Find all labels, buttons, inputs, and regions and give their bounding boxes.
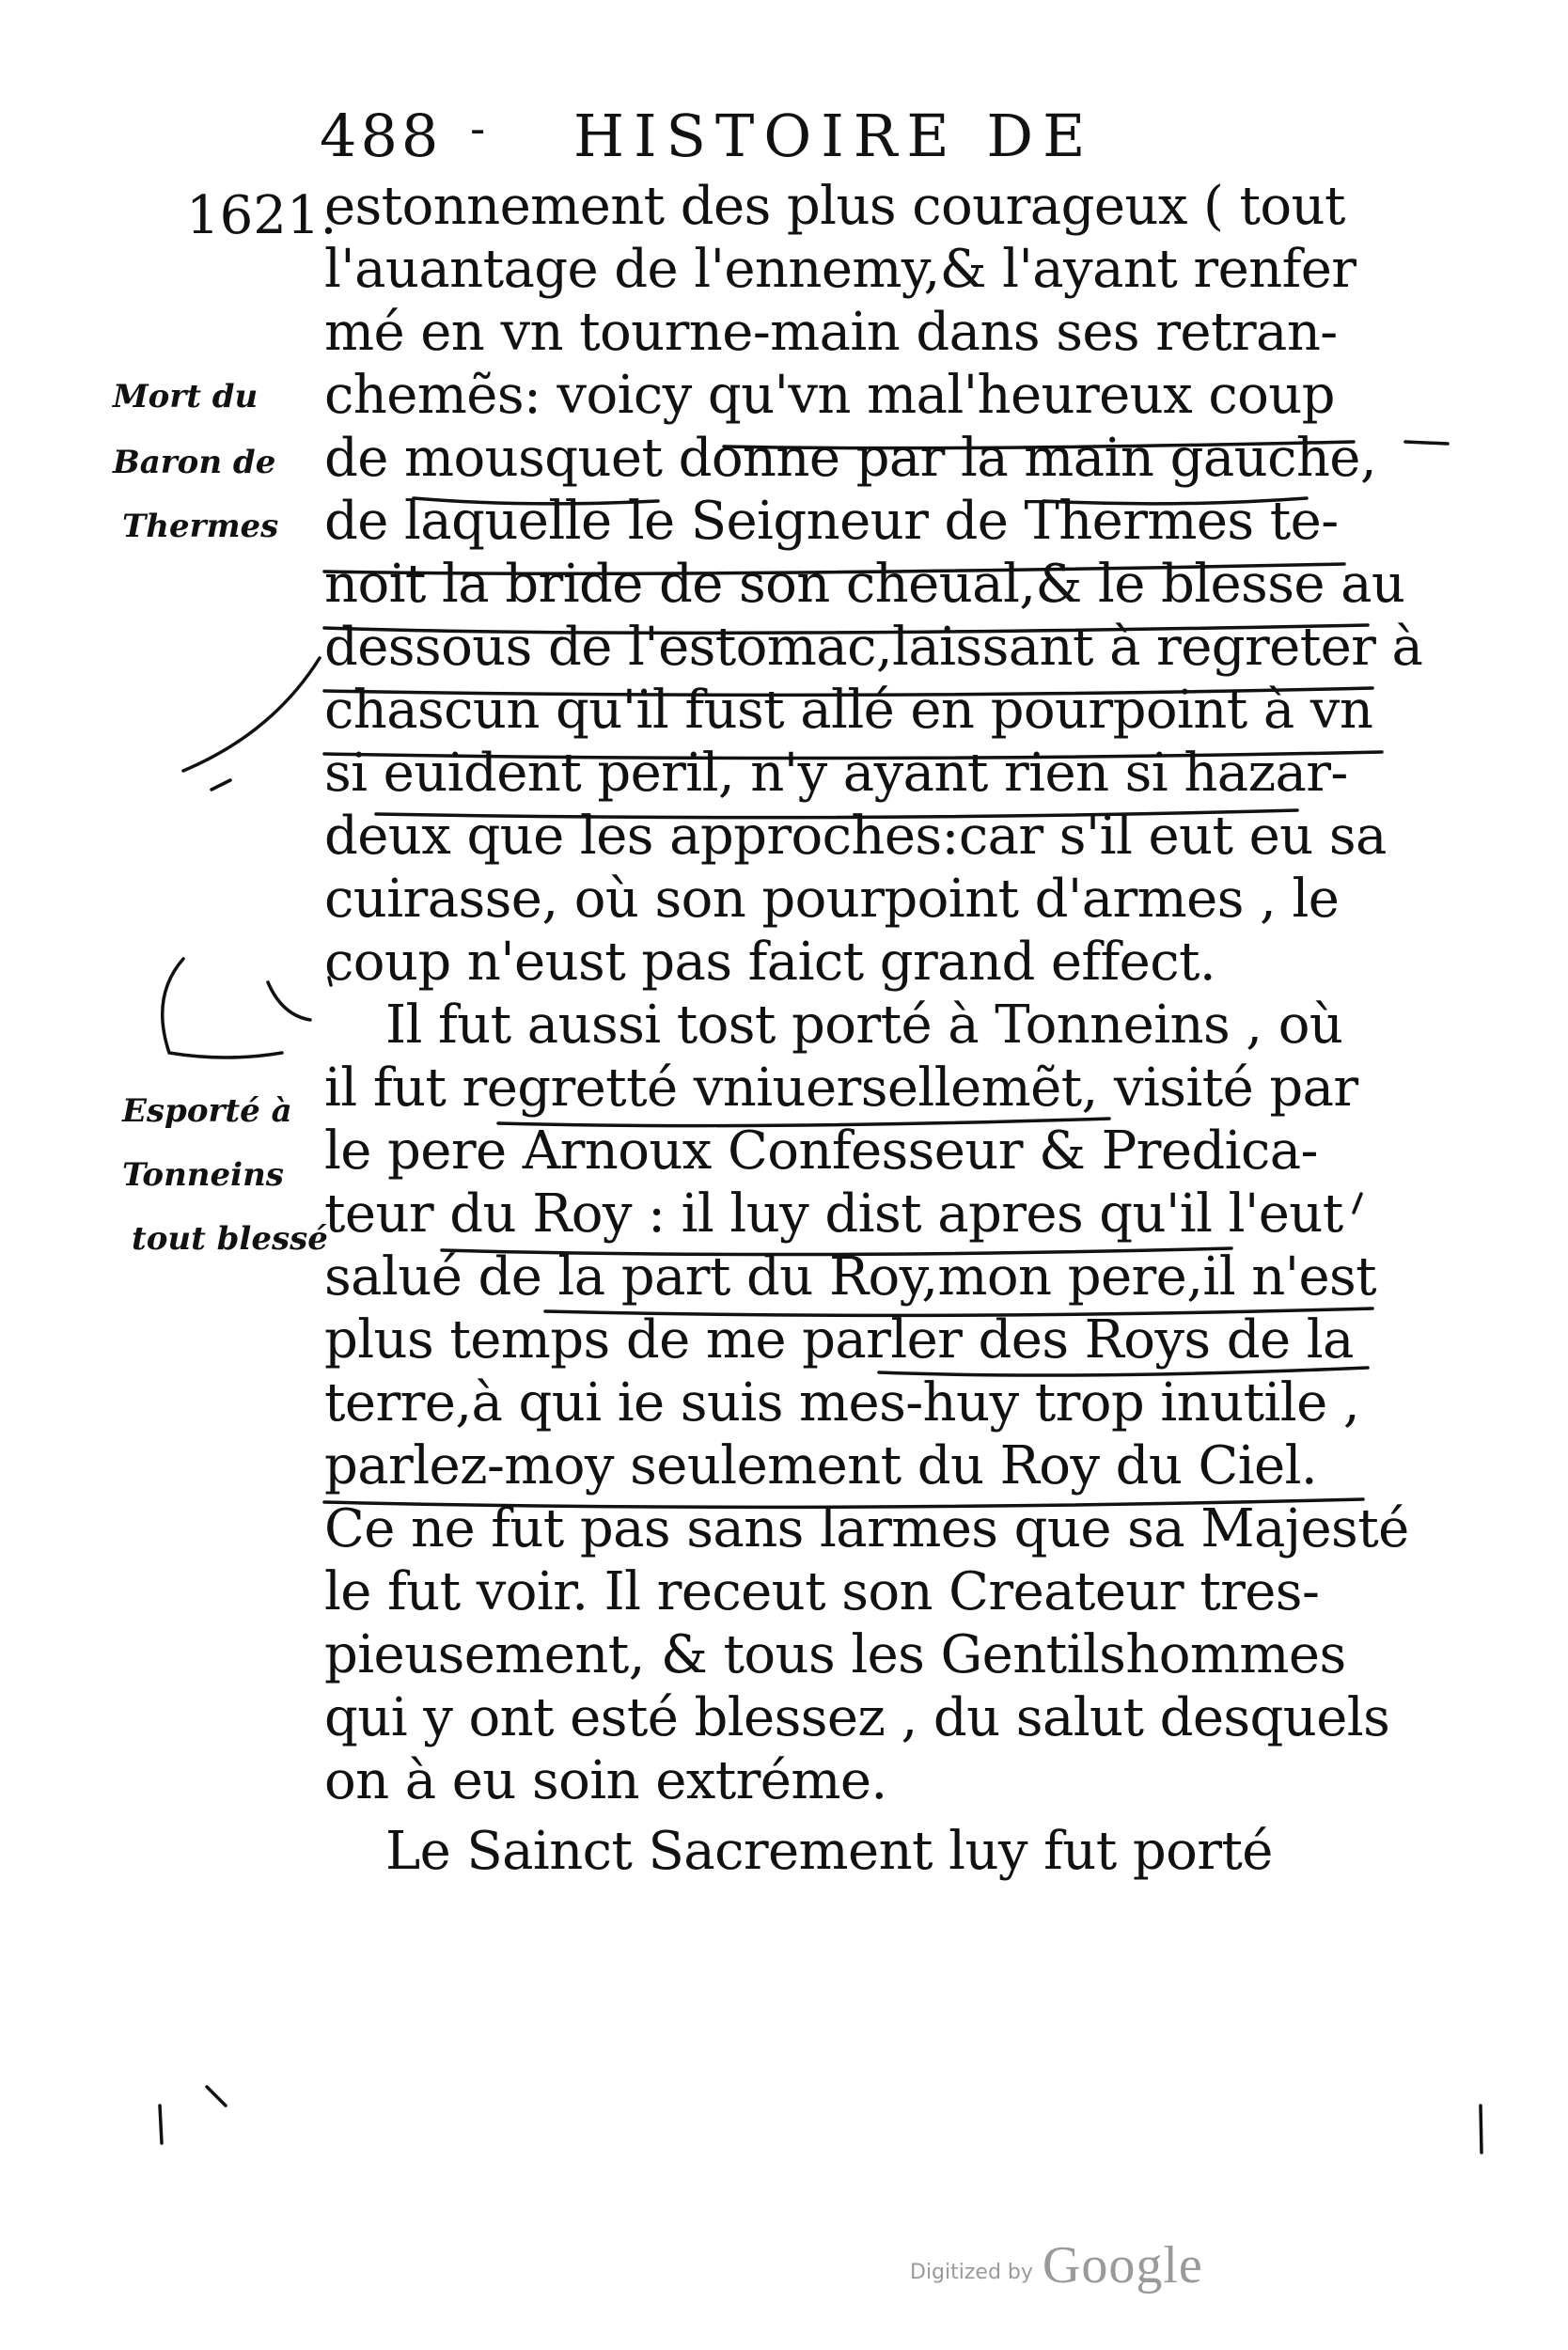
header-dash: - (470, 102, 490, 155)
page-number: 488 (320, 102, 443, 170)
running-title: HISTOIRE DE (573, 102, 1095, 170)
text-line: le pere Arnoux Confesseur & Predica- (324, 1120, 1318, 1182)
text-line: il fut regretté vniuersellemẽt, visité par (324, 1058, 1358, 1119)
hand-stroke (268, 982, 310, 1020)
margin-note-line: Esporté à (122, 1092, 292, 1130)
hand-stroke (1354, 1194, 1361, 1213)
google-wordmark: Google (1042, 2236, 1203, 2295)
hand-stroke (163, 959, 282, 1058)
text-line: estonnement des plus courageux ( tout (324, 176, 1345, 237)
text-line: qui y ont esté blessez , du salut desquels (324, 1687, 1390, 1748)
digitized-by-google-watermark (910, 2235, 1203, 2295)
text-line: si euident peril, n'y ayant rien si hazar- (324, 743, 1348, 804)
text-line: mé en vn tourne-main dans ses retran- (324, 302, 1338, 363)
text-line: chascun qu'il fust allé en pourpoint à vn (324, 680, 1373, 741)
digitized-by-label: Digitized by (910, 2261, 1033, 2284)
text-line: teur du Roy : il luy dist apres qu'il l'eut (324, 1183, 1343, 1245)
hand-stroke (212, 780, 230, 790)
text-line: chemẽs: voicy qu'vn mal'heureux coup (324, 365, 1335, 426)
margin-note-line: Baron de (113, 444, 276, 481)
hand-stroke (207, 2087, 226, 2106)
hand-stroke (1481, 2106, 1482, 2153)
text-line: Il fut aussi tost porté à Tonneins , où (385, 995, 1343, 1056)
text-line: parlez-moy seulement du Roy du Ciel. (324, 1435, 1318, 1496)
margin-year: 1621. (186, 185, 337, 246)
text-line: Le Sainct Sacrement luy fut porté (385, 1821, 1273, 1882)
margin-note-line: Mort du (113, 378, 259, 415)
text-line: de mousquet donne par la main gauche, (324, 428, 1377, 489)
text-line: plus temps de me parler des Roys de la (324, 1309, 1354, 1371)
text-line: cuirasse, où son pourpoint d'armes , le (324, 869, 1340, 930)
margin-note-line: Tonneins (122, 1156, 284, 1194)
text-line: coup n'eust pas faict grand effect. (324, 932, 1216, 993)
text-line: Ce ne fut pas sans larmes que sa Majesté (324, 1498, 1409, 1559)
text-line: terre,à qui ie suis mes-huy trop inutile , (324, 1372, 1360, 1434)
text-line: de laquelle le Seigneur de Thermes te- (324, 491, 1339, 552)
margin-note-line: Thermes (122, 508, 279, 545)
text-line: deux que les approches:car s'il eut eu sa (324, 806, 1387, 867)
text-line: l'auantage de l'ennemy,& l'ayant renfer (324, 239, 1356, 300)
hand-stroke (183, 658, 320, 771)
text-line: dessous de l'estomac,laissant à regreter à (324, 617, 1423, 678)
text-line: noit la bride de son cheual,& le blesse au (324, 554, 1405, 615)
margin-note-line: tout blessé (132, 1220, 328, 1258)
text-line: le fut voir. Il receut son Createur tres- (324, 1561, 1320, 1622)
text-line: salué de la part du Roy,mon pere,il n'est (324, 1246, 1377, 1308)
running-header (320, 99, 1260, 174)
underline-mark (1405, 442, 1448, 444)
text-line: pieusement, & tous les Gentilshommes (324, 1624, 1346, 1685)
text-line: on à eu soin extréme. (324, 1750, 887, 1811)
hand-stroke (160, 2106, 162, 2143)
